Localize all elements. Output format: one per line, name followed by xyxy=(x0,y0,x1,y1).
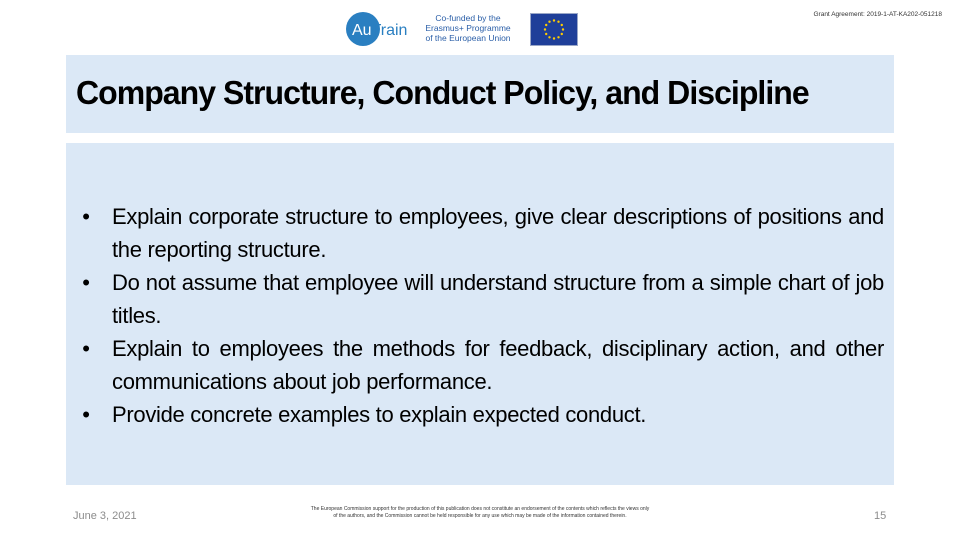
bullet-text: Explain to employees the methods for feedback, disciplinary action, and other communications about job performance. xyxy=(112,336,884,394)
bullet-dot: • xyxy=(82,270,90,295)
eu-star-icon xyxy=(557,21,559,23)
cofunded-text xyxy=(418,13,518,43)
footer-disclaimer: The European Commission support for the production of this publication does not constitute an endorsement of the contents which reflects the views only of the authors, and the Commission cannot be held responsible for any use which may be made of the information contained therein. xyxy=(310,506,650,519)
cofunded-line: Co-funded by the xyxy=(435,13,501,23)
cofunded-line: of the European Union xyxy=(425,33,511,43)
bullet-item xyxy=(76,398,884,431)
page-number: 15 xyxy=(874,510,887,522)
eu-star-icon xyxy=(548,21,550,23)
eu-star-icon xyxy=(561,24,563,26)
eu-star-icon xyxy=(545,24,547,26)
bullet-text: Provide concrete examples to explain expected conduct. xyxy=(112,402,647,427)
bullet-text: Explain corporate structure to employees, give clear descriptions of positions and the reporting structure. xyxy=(112,204,884,262)
eu-star-icon xyxy=(553,19,555,21)
eu-star-icon xyxy=(553,37,555,39)
bullet-item xyxy=(76,332,884,398)
autrain-logo-text: AuTrain xyxy=(352,22,408,39)
eu-star-icon xyxy=(548,36,550,38)
content-box xyxy=(66,143,894,485)
footer-date: June 3, 2021 xyxy=(73,510,137,522)
grant-agreement: Grant Agreement: 2019-1-AT-KA202-051218 xyxy=(813,11,942,18)
slide-title: Company Structure, Conduct Policy, and Discipline xyxy=(76,74,809,111)
bullet-list xyxy=(76,200,884,431)
bullet-dot: • xyxy=(82,402,90,427)
title-box xyxy=(66,55,894,133)
bullet-dot: • xyxy=(82,336,90,361)
eu-flag-icon xyxy=(530,13,578,46)
eu-star-icon xyxy=(557,36,559,38)
cofunded-line: Erasmus+ Programme xyxy=(425,23,511,33)
eu-star-icon xyxy=(545,33,547,35)
eu-star-icon xyxy=(562,28,564,30)
bullet-text: Do not assume that employee will understand structure from a simple chart of job titles. xyxy=(112,270,884,328)
eu-star-icon xyxy=(561,33,563,35)
bullet-dot: • xyxy=(82,204,90,229)
eu-star-icon xyxy=(544,28,546,30)
bullet-item xyxy=(76,266,884,332)
bullet-item xyxy=(76,200,884,266)
